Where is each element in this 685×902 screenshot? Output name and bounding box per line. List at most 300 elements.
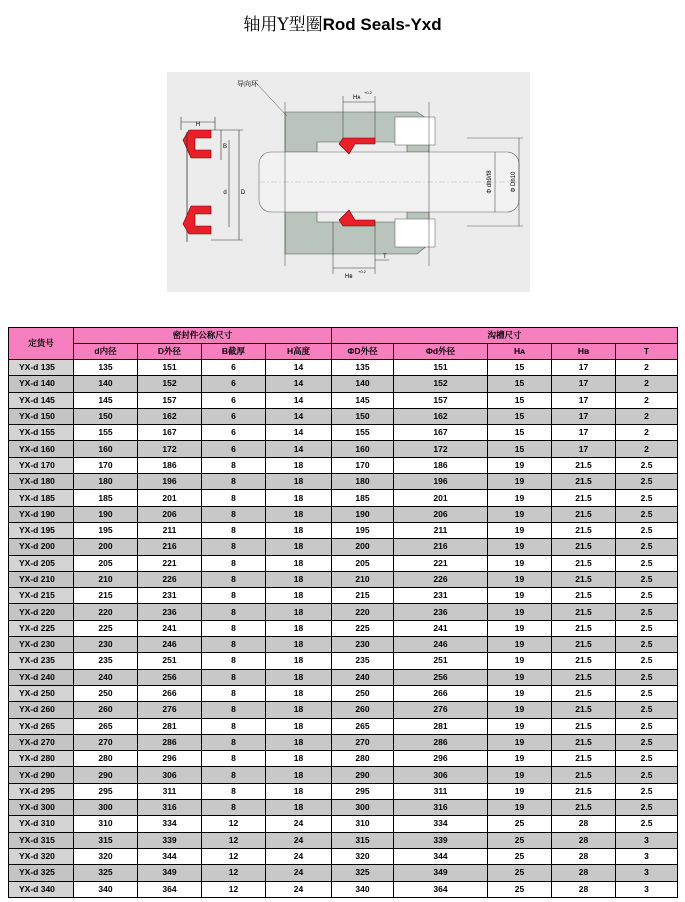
table-cell: 6: [202, 392, 266, 408]
table-cell: 18: [266, 734, 332, 750]
table-cell: 2.5: [616, 620, 678, 636]
table-cell: 231: [394, 588, 488, 604]
table-cell: 260: [74, 702, 138, 718]
table-cell: 215: [332, 588, 394, 604]
table-cell: 8: [202, 604, 266, 620]
table-cell: 14: [266, 441, 332, 457]
table-cell: 3: [616, 848, 678, 864]
cell-order-code: YX-d 250: [9, 685, 74, 701]
table-cell: 6: [202, 408, 266, 424]
table-cell: 265: [74, 718, 138, 734]
table-cell: 14: [266, 392, 332, 408]
table-cell: 12: [202, 865, 266, 881]
table-cell: 18: [266, 571, 332, 587]
table-cell: 241: [138, 620, 202, 636]
table-cell: 6: [202, 441, 266, 457]
cell-order-code: YX-d 190: [9, 506, 74, 522]
table-cell: 18: [266, 669, 332, 685]
cell-order-code: YX-d 315: [9, 832, 74, 848]
table-cell: 21.5: [552, 653, 616, 669]
table-cell: 12: [202, 848, 266, 864]
table-cell: 280: [332, 751, 394, 767]
label-d-big: D: [240, 190, 246, 196]
table-row: [9, 832, 678, 848]
table-cell: 167: [394, 425, 488, 441]
table-cell: 14: [266, 360, 332, 376]
table-cell: 17: [552, 441, 616, 457]
table-cell: 201: [138, 490, 202, 506]
table-cell: 12: [202, 816, 266, 832]
table-cell: 8: [202, 474, 266, 490]
table-cell: 2.5: [616, 588, 678, 604]
table-cell: 290: [74, 767, 138, 783]
table-row: [9, 783, 678, 799]
table-cell: 18: [266, 685, 332, 701]
table-cell: 185: [74, 490, 138, 506]
table-cell: 28: [552, 816, 616, 832]
header-groove-dimensions: 沟槽尺寸: [332, 328, 678, 344]
header-sub-8: T: [616, 344, 678, 360]
table-cell: 12: [202, 881, 266, 897]
table-cell: 310: [74, 816, 138, 832]
table-cell: 8: [202, 506, 266, 522]
table-cell: 19: [488, 637, 552, 653]
table-cell: 21.5: [552, 620, 616, 636]
table-cell: 19: [488, 669, 552, 685]
table-cell: 167: [138, 425, 202, 441]
cell-order-code: YX-d 300: [9, 800, 74, 816]
table-cell: 17: [552, 360, 616, 376]
table-cell: 18: [266, 767, 332, 783]
table-cell: 18: [266, 588, 332, 604]
cell-order-code: YX-d 310: [9, 816, 74, 832]
header-sub-1: D外径: [138, 344, 202, 360]
table-cell: 21.5: [552, 702, 616, 718]
table-cell: 315: [74, 832, 138, 848]
table-cell: 2: [616, 376, 678, 392]
header-sub-4: ΦD外径: [332, 344, 394, 360]
table-cell: 221: [138, 555, 202, 571]
table-cell: 19: [488, 718, 552, 734]
table-cell: 19: [488, 734, 552, 750]
header-sub-6: Hᴀ: [488, 344, 552, 360]
table-cell: 200: [332, 539, 394, 555]
cell-order-code: YX-d 235: [9, 653, 74, 669]
table-cell: 280: [74, 751, 138, 767]
table-row: [9, 474, 678, 490]
table-cell: 3: [616, 881, 678, 897]
header-sub-3: H高度: [266, 344, 332, 360]
table-row: [9, 718, 678, 734]
table-row: [9, 408, 678, 424]
table-cell: 2: [616, 441, 678, 457]
label-t: T: [383, 254, 387, 260]
table-cell: 21.5: [552, 490, 616, 506]
table-row: [9, 865, 678, 881]
table-cell: 8: [202, 522, 266, 538]
table-cell: 215: [74, 588, 138, 604]
table-row: [9, 685, 678, 701]
table-cell: 241: [394, 620, 488, 636]
table-cell: 18: [266, 506, 332, 522]
table-cell: 21.5: [552, 783, 616, 799]
table-cell: 266: [394, 685, 488, 701]
table-cell: 296: [394, 751, 488, 767]
table-cell: 295: [332, 783, 394, 799]
table-cell: 19: [488, 783, 552, 799]
table-cell: 235: [332, 653, 394, 669]
table-row: [9, 376, 678, 392]
table-cell: 15: [488, 392, 552, 408]
table-cell: 25: [488, 881, 552, 897]
table-cell: 8: [202, 669, 266, 685]
table-cell: 186: [394, 457, 488, 473]
header-sub-5: Φd外径: [394, 344, 488, 360]
page-title-cn: 轴用Y型圈: [243, 15, 323, 35]
table-cell: 8: [202, 685, 266, 701]
table-cell: 216: [138, 539, 202, 555]
table-cell: 344: [394, 848, 488, 864]
table-cell: 19: [488, 588, 552, 604]
table-cell: 8: [202, 800, 266, 816]
table-cell: 145: [332, 392, 394, 408]
table-cell: 3: [616, 865, 678, 881]
table-cell: 251: [394, 653, 488, 669]
table-cell: 195: [74, 522, 138, 538]
table-row: [9, 604, 678, 620]
table-cell: 231: [138, 588, 202, 604]
table-cell: 135: [332, 360, 394, 376]
table-cell: 210: [74, 571, 138, 587]
table-row: [9, 734, 678, 750]
table-row: [9, 539, 678, 555]
table-cell: 21.5: [552, 457, 616, 473]
table-cell: 251: [138, 653, 202, 669]
table-cell: 28: [552, 832, 616, 848]
table-cell: 14: [266, 425, 332, 441]
table-cell: 311: [138, 783, 202, 799]
cell-order-code: YX-d 195: [9, 522, 74, 538]
table-cell: 18: [266, 522, 332, 538]
table-cell: 2.5: [616, 702, 678, 718]
table-cell: 19: [488, 522, 552, 538]
cell-order-code: YX-d 155: [9, 425, 74, 441]
table-cell: 151: [394, 360, 488, 376]
table-cell: 8: [202, 783, 266, 799]
table-cell: 316: [138, 800, 202, 816]
table-cell: 24: [266, 865, 332, 881]
table-cell: 21.5: [552, 767, 616, 783]
table-cell: 18: [266, 457, 332, 473]
table-cell: 170: [332, 457, 394, 473]
table-cell: 24: [266, 881, 332, 897]
table-cell: 265: [332, 718, 394, 734]
table-cell: 236: [138, 604, 202, 620]
table-cell: 186: [138, 457, 202, 473]
table-cell: 21.5: [552, 474, 616, 490]
table-cell: 152: [394, 376, 488, 392]
cell-order-code: YX-d 135: [9, 360, 74, 376]
cell-order-code: YX-d 170: [9, 457, 74, 473]
table-body: [9, 360, 678, 898]
table-cell: 220: [74, 604, 138, 620]
table-cell: 25: [488, 816, 552, 832]
table-cell: 8: [202, 490, 266, 506]
table-cell: 19: [488, 767, 552, 783]
table-cell: 340: [74, 881, 138, 897]
table-cell: 14: [266, 376, 332, 392]
table-cell: 8: [202, 555, 266, 571]
table-cell: 18: [266, 702, 332, 718]
table-cell: 19: [488, 506, 552, 522]
table-cell: 28: [552, 865, 616, 881]
table-row: [9, 751, 678, 767]
header-sub-2: B截厚: [202, 344, 266, 360]
table-cell: 2: [616, 392, 678, 408]
table-cell: 19: [488, 490, 552, 506]
table-cell: 230: [332, 637, 394, 653]
cell-order-code: YX-d 230: [9, 637, 74, 653]
table-cell: 240: [74, 669, 138, 685]
table-cell: 325: [332, 865, 394, 881]
table-cell: 19: [488, 604, 552, 620]
table-cell: 162: [394, 408, 488, 424]
table-cell: 19: [488, 800, 552, 816]
table-cell: 260: [332, 702, 394, 718]
table-cell: 211: [394, 522, 488, 538]
table-cell: 15: [488, 425, 552, 441]
table-cell: 19: [488, 702, 552, 718]
cell-order-code: YX-d 280: [9, 751, 74, 767]
cell-order-code: YX-d 225: [9, 620, 74, 636]
table-cell: 276: [138, 702, 202, 718]
label-b: B: [222, 144, 228, 150]
cell-order-code: YX-d 150: [9, 408, 74, 424]
table-row: [9, 767, 678, 783]
table-cell: 15: [488, 376, 552, 392]
table-cell: 15: [488, 408, 552, 424]
table-cell: 152: [138, 376, 202, 392]
table-cell: 18: [266, 604, 332, 620]
table-cell: 25: [488, 848, 552, 864]
table-cell: 25: [488, 832, 552, 848]
table-row: [9, 669, 678, 685]
table-cell: 226: [394, 571, 488, 587]
table-row: [9, 522, 678, 538]
table-cell: 140: [74, 376, 138, 392]
table-row: [9, 653, 678, 669]
table-cell: 320: [74, 848, 138, 864]
table-row: [9, 571, 678, 587]
table-cell: 19: [488, 620, 552, 636]
cell-order-code: YX-d 205: [9, 555, 74, 571]
table-row: [9, 425, 678, 441]
table-cell: 256: [394, 669, 488, 685]
table-row: [9, 392, 678, 408]
table-cell: 349: [394, 865, 488, 881]
table-cell: 246: [138, 637, 202, 653]
table-cell: 295: [74, 783, 138, 799]
table-cell: 196: [138, 474, 202, 490]
table-cell: 19: [488, 751, 552, 767]
table-cell: 8: [202, 653, 266, 669]
table-row: [9, 588, 678, 604]
table-cell: 21.5: [552, 555, 616, 571]
table-cell: 334: [394, 816, 488, 832]
table-cell: 190: [332, 506, 394, 522]
label-guide-ring: 导向环: [237, 80, 258, 88]
table-cell: 246: [394, 637, 488, 653]
table-cell: 172: [394, 441, 488, 457]
cell-order-code: YX-d 320: [9, 848, 74, 864]
cell-order-code: YX-d 260: [9, 702, 74, 718]
table-cell: 8: [202, 571, 266, 587]
table-row: [9, 506, 678, 522]
table-cell: 2.5: [616, 800, 678, 816]
table-cell: 24: [266, 832, 332, 848]
table-cell: 211: [138, 522, 202, 538]
table-cell: 339: [394, 832, 488, 848]
table-cell: 25: [488, 865, 552, 881]
table-cell: 310: [332, 816, 394, 832]
table-cell: 135: [74, 360, 138, 376]
page-title: [0, 10, 685, 35]
table-cell: 226: [138, 571, 202, 587]
table-cell: 8: [202, 767, 266, 783]
table-cell: 364: [138, 881, 202, 897]
table-row: [9, 441, 678, 457]
table-cell: 19: [488, 474, 552, 490]
table-cell: 21.5: [552, 571, 616, 587]
table-cell: 155: [332, 425, 394, 441]
table-cell: 8: [202, 702, 266, 718]
table-cell: 2.5: [616, 783, 678, 799]
table-cell: 18: [266, 800, 332, 816]
cell-order-code: YX-d 240: [9, 669, 74, 685]
cell-order-code: YX-d 265: [9, 718, 74, 734]
table-cell: 3: [616, 832, 678, 848]
cell-order-code: YX-d 295: [9, 783, 74, 799]
table-cell: 6: [202, 360, 266, 376]
table-cell: 2.5: [616, 571, 678, 587]
table-cell: 18: [266, 539, 332, 555]
table-cell: 206: [138, 506, 202, 522]
table-cell: 145: [74, 392, 138, 408]
table-cell: 6: [202, 376, 266, 392]
table-cell: 21.5: [552, 685, 616, 701]
table-cell: 2.5: [616, 522, 678, 538]
table-cell: 250: [74, 685, 138, 701]
table-cell: 12: [202, 832, 266, 848]
table-cell: 8: [202, 734, 266, 750]
label-hb: Hʙ: [345, 274, 353, 280]
table-cell: 270: [332, 734, 394, 750]
header-sub-row: [9, 344, 678, 360]
table-cell: 157: [138, 392, 202, 408]
table-cell: 339: [138, 832, 202, 848]
cell-order-code: YX-d 270: [9, 734, 74, 750]
table-cell: 21.5: [552, 734, 616, 750]
table-cell: 155: [74, 425, 138, 441]
table-cell: 28: [552, 848, 616, 864]
cell-order-code: YX-d 140: [9, 376, 74, 392]
table-cell: 2.5: [616, 539, 678, 555]
table-cell: 196: [394, 474, 488, 490]
table-cell: 17: [552, 392, 616, 408]
table-cell: 21.5: [552, 522, 616, 538]
table-cell: 160: [74, 441, 138, 457]
cell-order-code: YX-d 160: [9, 441, 74, 457]
table-cell: 18: [266, 653, 332, 669]
table-cell: 21.5: [552, 800, 616, 816]
table-cell: 2.5: [616, 490, 678, 506]
table-cell: 15: [488, 360, 552, 376]
table-cell: 18: [266, 718, 332, 734]
table-cell: 340: [332, 881, 394, 897]
label-dh10: Φ Dh10: [511, 171, 517, 193]
table-cell: 250: [332, 685, 394, 701]
table-cell: 2.5: [616, 751, 678, 767]
table-cell: 18: [266, 490, 332, 506]
table-cell: 286: [138, 734, 202, 750]
table-cell: 19: [488, 571, 552, 587]
label-dh9f8: Φ dh9/f8: [487, 170, 493, 194]
table-cell: 6: [202, 425, 266, 441]
table-cell: 281: [138, 718, 202, 734]
table-cell: 210: [332, 571, 394, 587]
cell-order-code: YX-d 325: [9, 865, 74, 881]
label-h: H: [195, 122, 201, 128]
table-row: [9, 848, 678, 864]
table-cell: 14: [266, 408, 332, 424]
table-cell: 21.5: [552, 588, 616, 604]
cell-order-code: YX-d 185: [9, 490, 74, 506]
table-cell: 8: [202, 588, 266, 604]
table-cell: 320: [332, 848, 394, 864]
table-cell: 17: [552, 376, 616, 392]
table-cell: 19: [488, 539, 552, 555]
table-cell: 221: [394, 555, 488, 571]
table-cell: 21.5: [552, 637, 616, 653]
table-cell: 19: [488, 555, 552, 571]
header-sub-0: d内径: [74, 344, 138, 360]
table-cell: 2.5: [616, 816, 678, 832]
table-cell: 2.5: [616, 669, 678, 685]
table-cell: 315: [332, 832, 394, 848]
table-cell: 306: [394, 767, 488, 783]
label-hb-tolerance: +0.2: [358, 269, 366, 274]
table-cell: 162: [138, 408, 202, 424]
table-cell: 2.5: [616, 685, 678, 701]
table-cell: 349: [138, 865, 202, 881]
table-cell: 18: [266, 555, 332, 571]
table-cell: 236: [394, 604, 488, 620]
table-cell: 8: [202, 637, 266, 653]
table-cell: 235: [74, 653, 138, 669]
table-cell: 276: [394, 702, 488, 718]
rod-seal-size-table: [8, 327, 678, 898]
label-ha: Hᴀ: [353, 95, 361, 101]
label-ha-tolerance: +0.2: [364, 90, 372, 95]
table-cell: 300: [74, 800, 138, 816]
table-row: [9, 800, 678, 816]
table-cell: 17: [552, 408, 616, 424]
table-cell: 21.5: [552, 506, 616, 522]
table-cell: 220: [332, 604, 394, 620]
table-cell: 2: [616, 425, 678, 441]
page-title-en: Rod Seals-Yxd: [322, 15, 442, 34]
table-cell: 8: [202, 539, 266, 555]
